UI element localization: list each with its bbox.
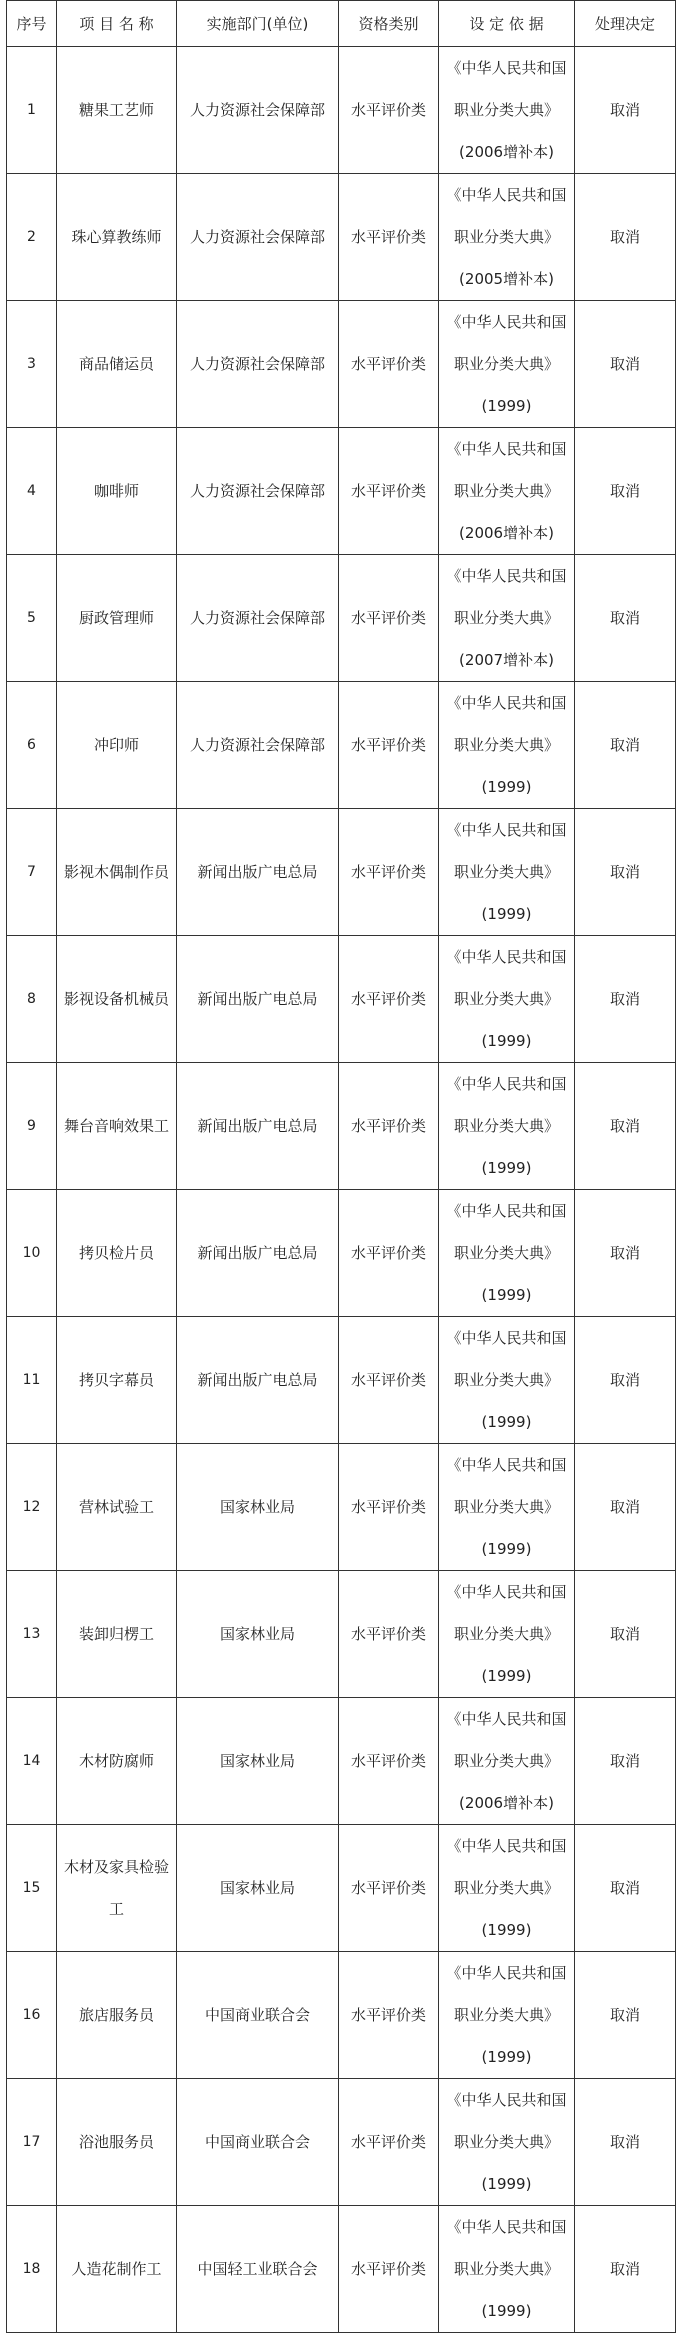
setting-basis-line: (2006增补本) bbox=[459, 143, 554, 161]
setting-basis bbox=[439, 809, 575, 936]
table-row bbox=[7, 1825, 676, 1952]
department: 人力资源社会保障部 bbox=[177, 428, 339, 555]
qualification-category: 水平评价类 bbox=[339, 1063, 439, 1190]
setting-basis bbox=[439, 1190, 575, 1317]
department: 中国商业联合会 bbox=[177, 2079, 339, 2206]
setting-basis-line: 职业分类大典》 bbox=[453, 1625, 559, 1643]
setting-basis bbox=[439, 1317, 575, 1444]
header-name: 项 目 名 称 bbox=[57, 1, 177, 47]
department: 国家林业局 bbox=[177, 1571, 339, 1698]
decision: 取消 bbox=[575, 428, 676, 555]
row-number: 4 bbox=[7, 428, 57, 555]
setting-basis-line: 职业分类大典》 bbox=[453, 1752, 559, 1770]
setting-basis-line: 职业分类大典》 bbox=[453, 482, 559, 500]
setting-basis-line: 职业分类大典》 bbox=[453, 1879, 559, 1897]
project-name: 商品储运员 bbox=[57, 301, 177, 428]
setting-basis bbox=[439, 1825, 575, 1952]
qualification-category: 水平评价类 bbox=[339, 2206, 439, 2333]
row-number: 18 bbox=[7, 2206, 57, 2333]
qualification-category: 水平评价类 bbox=[339, 47, 439, 174]
department: 新闻出版广电总局 bbox=[177, 936, 339, 1063]
department: 国家林业局 bbox=[177, 1444, 339, 1571]
setting-basis-line: 《中华人民共和国 bbox=[446, 1456, 567, 1474]
table-row bbox=[7, 1190, 676, 1317]
setting-basis-line: 《中华人民共和国 bbox=[446, 2218, 567, 2236]
setting-basis-line: 职业分类大典》 bbox=[453, 228, 559, 246]
setting-basis-line: 《中华人民共和国 bbox=[446, 1202, 567, 1220]
setting-basis-line: 职业分类大典》 bbox=[453, 1498, 559, 1516]
setting-basis-line: (1999) bbox=[481, 1540, 532, 1558]
table-row bbox=[7, 1571, 676, 1698]
setting-basis-line: 职业分类大典》 bbox=[453, 2260, 559, 2278]
department: 新闻出版广电总局 bbox=[177, 1190, 339, 1317]
qualification-category: 水平评价类 bbox=[339, 1952, 439, 2079]
project-name: 营林试验工 bbox=[57, 1444, 177, 1571]
project-name: 拷贝字幕员 bbox=[57, 1317, 177, 1444]
table-row bbox=[7, 1444, 676, 1571]
project-name: 咖啡师 bbox=[57, 428, 177, 555]
decision: 取消 bbox=[575, 174, 676, 301]
decision: 取消 bbox=[575, 2206, 676, 2333]
decision: 取消 bbox=[575, 2079, 676, 2206]
setting-basis-line: 职业分类大典》 bbox=[453, 1117, 559, 1135]
table-row bbox=[7, 809, 676, 936]
table-row bbox=[7, 301, 676, 428]
decision: 取消 bbox=[575, 1571, 676, 1698]
table-row bbox=[7, 1698, 676, 1825]
setting-basis bbox=[439, 936, 575, 1063]
setting-basis-line: (1999) bbox=[481, 397, 532, 415]
department: 中国商业联合会 bbox=[177, 1952, 339, 2079]
qualification-category: 水平评价类 bbox=[339, 1190, 439, 1317]
project-name: 浴池服务员 bbox=[57, 2079, 177, 2206]
table-row bbox=[7, 1952, 676, 2079]
row-number: 3 bbox=[7, 301, 57, 428]
decision: 取消 bbox=[575, 682, 676, 809]
header-dept: 实施部门(单位) bbox=[177, 1, 339, 47]
qualification-category: 水平评价类 bbox=[339, 555, 439, 682]
setting-basis-line: (1999) bbox=[481, 905, 532, 923]
setting-basis-line: (1999) bbox=[481, 1921, 532, 1939]
department: 人力资源社会保障部 bbox=[177, 174, 339, 301]
department: 人力资源社会保障部 bbox=[177, 301, 339, 428]
project-name: 木材及家具检验工 bbox=[57, 1825, 177, 1952]
decision: 取消 bbox=[575, 47, 676, 174]
project-name: 珠心算教练师 bbox=[57, 174, 177, 301]
setting-basis-line: 《中华人民共和国 bbox=[446, 186, 567, 204]
row-number: 13 bbox=[7, 1571, 57, 1698]
row-number: 14 bbox=[7, 1698, 57, 1825]
project-name: 糖果工艺师 bbox=[57, 47, 177, 174]
setting-basis-line: (1999) bbox=[481, 2175, 532, 2193]
setting-basis-line: 职业分类大典》 bbox=[453, 736, 559, 754]
qualification-category: 水平评价类 bbox=[339, 682, 439, 809]
project-name: 影视木偶制作员 bbox=[57, 809, 177, 936]
setting-basis-line: (2005增补本) bbox=[459, 270, 554, 288]
qualification-category: 水平评价类 bbox=[339, 301, 439, 428]
project-name: 拷贝检片员 bbox=[57, 1190, 177, 1317]
setting-basis bbox=[439, 301, 575, 428]
department: 人力资源社会保障部 bbox=[177, 682, 339, 809]
department: 中国轻工业联合会 bbox=[177, 2206, 339, 2333]
setting-basis-line: (2007增补本) bbox=[459, 651, 554, 669]
qualification-category: 水平评价类 bbox=[339, 936, 439, 1063]
setting-basis-line: (1999) bbox=[481, 1159, 532, 1177]
setting-basis-line: 职业分类大典》 bbox=[453, 101, 559, 119]
row-number: 6 bbox=[7, 682, 57, 809]
setting-basis-line: 《中华人民共和国 bbox=[446, 1583, 567, 1601]
row-number: 1 bbox=[7, 47, 57, 174]
setting-basis-line: (1999) bbox=[481, 1032, 532, 1050]
table-row bbox=[7, 555, 676, 682]
department: 人力资源社会保障部 bbox=[177, 47, 339, 174]
setting-basis-line: 职业分类大典》 bbox=[453, 1371, 559, 1389]
decision: 取消 bbox=[575, 1444, 676, 1571]
setting-basis bbox=[439, 2206, 575, 2333]
setting-basis bbox=[439, 1952, 575, 2079]
setting-basis-line: 《中华人民共和国 bbox=[446, 1964, 567, 1982]
setting-basis bbox=[439, 682, 575, 809]
row-number: 10 bbox=[7, 1190, 57, 1317]
setting-basis-line: (1999) bbox=[481, 2048, 532, 2066]
setting-basis-line: 职业分类大典》 bbox=[453, 2133, 559, 2151]
row-number: 11 bbox=[7, 1317, 57, 1444]
table-row bbox=[7, 682, 676, 809]
table-row bbox=[7, 1317, 676, 1444]
setting-basis-line: (2006增补本) bbox=[459, 1794, 554, 1812]
setting-basis-line: 职业分类大典》 bbox=[453, 2006, 559, 2024]
decision: 取消 bbox=[575, 555, 676, 682]
row-number: 9 bbox=[7, 1063, 57, 1190]
setting-basis bbox=[439, 1571, 575, 1698]
setting-basis-line: 职业分类大典》 bbox=[453, 863, 559, 881]
project-name: 旅店服务员 bbox=[57, 1952, 177, 2079]
setting-basis bbox=[439, 555, 575, 682]
table-row bbox=[7, 174, 676, 301]
row-number: 8 bbox=[7, 936, 57, 1063]
header-category: 资格类别 bbox=[339, 1, 439, 47]
setting-basis-line: 职业分类大典》 bbox=[453, 609, 559, 627]
setting-basis bbox=[439, 174, 575, 301]
department: 人力资源社会保障部 bbox=[177, 555, 339, 682]
setting-basis-line: 职业分类大典》 bbox=[453, 990, 559, 1008]
setting-basis-line: 《中华人民共和国 bbox=[446, 1329, 567, 1347]
qualification-category: 水平评价类 bbox=[339, 1698, 439, 1825]
table-row bbox=[7, 2079, 676, 2206]
decision: 取消 bbox=[575, 809, 676, 936]
setting-basis-line: 《中华人民共和国 bbox=[446, 567, 567, 585]
setting-basis-line: (1999) bbox=[481, 1667, 532, 1685]
setting-basis bbox=[439, 2079, 575, 2206]
setting-basis-line: 《中华人民共和国 bbox=[446, 1710, 567, 1728]
project-name: 影视设备机械员 bbox=[57, 936, 177, 1063]
setting-basis-line: 《中华人民共和国 bbox=[446, 440, 567, 458]
qualification-category: 水平评价类 bbox=[339, 428, 439, 555]
setting-basis bbox=[439, 47, 575, 174]
project-name: 人造花制作工 bbox=[57, 2206, 177, 2333]
qualification-table-wrapper bbox=[6, 0, 675, 2333]
decision: 取消 bbox=[575, 1317, 676, 1444]
header-decision: 处理决定 bbox=[575, 1, 676, 47]
qualification-table bbox=[6, 0, 676, 2333]
setting-basis-line: 《中华人民共和国 bbox=[446, 694, 567, 712]
setting-basis-line: 《中华人民共和国 bbox=[446, 948, 567, 966]
qualification-category: 水平评价类 bbox=[339, 1571, 439, 1698]
row-number: 16 bbox=[7, 1952, 57, 2079]
project-name: 舞台音响效果工 bbox=[57, 1063, 177, 1190]
setting-basis-line: 职业分类大典》 bbox=[453, 1244, 559, 1262]
setting-basis-line: (1999) bbox=[481, 1286, 532, 1304]
decision: 取消 bbox=[575, 1698, 676, 1825]
qualification-category: 水平评价类 bbox=[339, 1825, 439, 1952]
setting-basis bbox=[439, 428, 575, 555]
decision: 取消 bbox=[575, 1063, 676, 1190]
decision: 取消 bbox=[575, 301, 676, 428]
row-number: 15 bbox=[7, 1825, 57, 1952]
table-row bbox=[7, 47, 676, 174]
setting-basis-line: 职业分类大典》 bbox=[453, 355, 559, 373]
project-name: 冲印师 bbox=[57, 682, 177, 809]
decision: 取消 bbox=[575, 1825, 676, 1952]
table-body bbox=[7, 47, 676, 2333]
decision: 取消 bbox=[575, 1190, 676, 1317]
qualification-category: 水平评价类 bbox=[339, 1317, 439, 1444]
setting-basis-line: 《中华人民共和国 bbox=[446, 821, 567, 839]
setting-basis bbox=[439, 1063, 575, 1190]
department: 国家林业局 bbox=[177, 1698, 339, 1825]
project-name: 厨政管理师 bbox=[57, 555, 177, 682]
department: 新闻出版广电总局 bbox=[177, 809, 339, 936]
header-no: 序号 bbox=[7, 1, 57, 47]
decision: 取消 bbox=[575, 1952, 676, 2079]
project-name: 装卸归楞工 bbox=[57, 1571, 177, 1698]
setting-basis bbox=[439, 1444, 575, 1571]
row-number: 5 bbox=[7, 555, 57, 682]
setting-basis-line: (1999) bbox=[481, 778, 532, 796]
qualification-category: 水平评价类 bbox=[339, 2079, 439, 2206]
qualification-category: 水平评价类 bbox=[339, 1444, 439, 1571]
table-row bbox=[7, 936, 676, 1063]
table-row bbox=[7, 1063, 676, 1190]
department: 新闻出版广电总局 bbox=[177, 1317, 339, 1444]
department: 国家林业局 bbox=[177, 1825, 339, 1952]
setting-basis-line: (1999) bbox=[481, 1413, 532, 1431]
setting-basis-line: 《中华人民共和国 bbox=[446, 313, 567, 331]
table-row bbox=[7, 2206, 676, 2333]
row-number: 17 bbox=[7, 2079, 57, 2206]
setting-basis bbox=[439, 1698, 575, 1825]
setting-basis-line: 《中华人民共和国 bbox=[446, 2091, 567, 2109]
row-number: 2 bbox=[7, 174, 57, 301]
decision: 取消 bbox=[575, 936, 676, 1063]
row-number: 12 bbox=[7, 1444, 57, 1571]
setting-basis-line: (2006增补本) bbox=[459, 524, 554, 542]
table-header-row bbox=[7, 1, 676, 47]
qualification-category: 水平评价类 bbox=[339, 174, 439, 301]
department: 新闻出版广电总局 bbox=[177, 1063, 339, 1190]
qualification-category: 水平评价类 bbox=[339, 809, 439, 936]
project-name: 木材防腐师 bbox=[57, 1698, 177, 1825]
header-basis: 设 定 依 据 bbox=[439, 1, 575, 47]
setting-basis-line: 《中华人民共和国 bbox=[446, 1837, 567, 1855]
table-row bbox=[7, 428, 676, 555]
setting-basis-line: (1999) bbox=[481, 2302, 532, 2320]
setting-basis-line: 《中华人民共和国 bbox=[446, 59, 567, 77]
row-number: 7 bbox=[7, 809, 57, 936]
setting-basis-line: 《中华人民共和国 bbox=[446, 1075, 567, 1093]
